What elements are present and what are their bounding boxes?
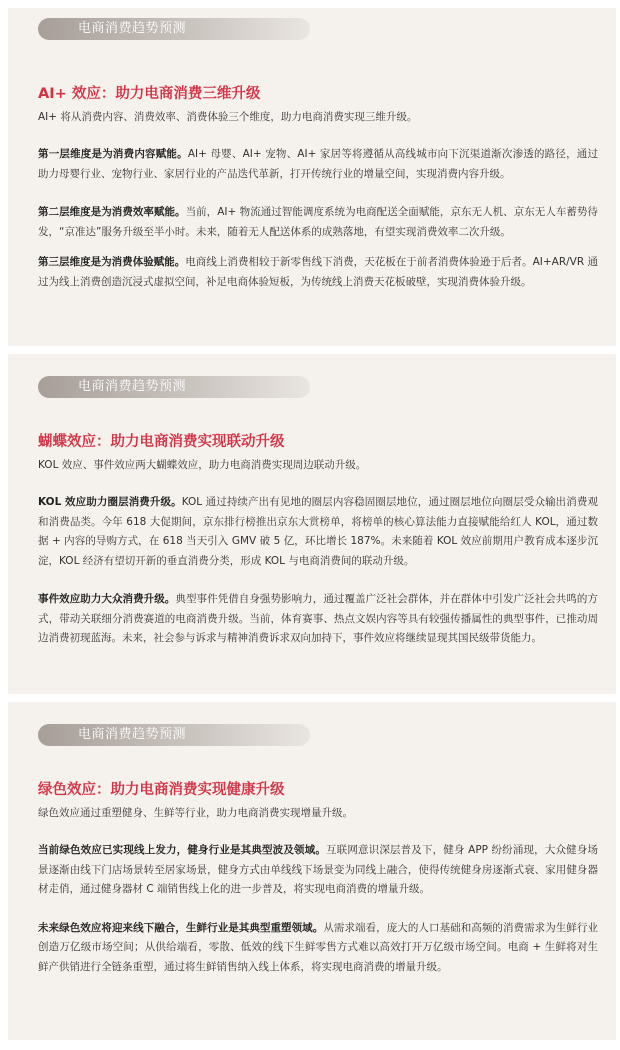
section-intro: KOL 效应、事件效应两大蝴蝶效应，助力电商消费实现周边联动升级。: [38, 459, 367, 471]
paragraph-lead: KOL 效应助力圈层消费升级。: [38, 496, 182, 508]
paragraph-text: 从需求端看，庞大的人口基础和高频的消费需求为生鲜行业创造万亿级市场空间；从供给端看，零散、低效的线下生鲜零售方式难以高效打开万亿级市场空间。电商 + 生鲜将对生鲜产供销进行全链条重塑，通过将生鲜销售纳入线上体系，将实现电商消费的增量升级。: [38, 921, 599, 973]
section-badge: [38, 18, 310, 40]
section-green-effect: [8, 702, 616, 1040]
paragraph-text: 互联网意识深层普及下，健身 APP 纷纷涌现，大众健身场景逐渐由线下门店场景转至居家场景，健身方式由单线线下场景变为同线上融合，使得传统健身房逐渐式衰、家用健身器材走俏，通过健身器材 C 端销售线上化的进一步普及，将实现电商消费的增量升级。: [38, 844, 598, 895]
section-ai-effect: [8, 8, 616, 346]
section-badge-label: 电商消费趋势预测: [78, 379, 187, 394]
paragraph-text: 电商线上消费相较于新零售线下消费，天花板在于前者消费体验逊于后者。AI+AR/VR 通过为线上消费创造沉浸式虚拟空间，补足电商体验短板，为传统线上消费天花板破壁，实现消费体验升级。: [38, 256, 598, 288]
section-badge: [38, 724, 310, 746]
section-badge-label: 电商消费趋势预测: [78, 21, 187, 36]
section-intro: 绿色效应通过重塑健身、生鲜等行业，助力电商消费实现增量升级。: [38, 807, 353, 819]
section-title: 蝴蝶效应：助力电商消费实现联动升级: [38, 434, 285, 450]
section-title: 绿色效应：助力电商消费实现健康升级: [38, 782, 285, 798]
section-badge: [38, 376, 310, 398]
paragraph: [38, 203, 598, 242]
paragraph-lead: 事件效应助力大众消费升级。: [38, 593, 176, 605]
paragraph: [38, 493, 598, 571]
paragraph-text: KOL 通过持续产出有见地的圈层内容稳固圈层地位，通过圈层地位向圈层受众输出消费观和消费品类。今年 618 大促期间，京东排行榜推出京东大赏榜单，将榜单的核心算法能力直接赋能给红人 KOL，通过数据 + 内容的导购方式，在 618 当天引入 GMV 破 5 亿，环比增长 187%。未来随着 KOL 效应前期用户教育成本逐步沉淀，KOL 经济有望切开新的垂直消费分类，形成 KOL 与电商消费间的联动升级。: [38, 496, 598, 567]
section-intro: AI+ 将从消费内容、消费效率、消费体验三个维度，助力电商消费实现三维升级。: [38, 111, 418, 123]
paragraph-lead: 第二层维度是为消费效率赋能。: [38, 206, 186, 218]
paragraph-text: 当前，AI+ 物流通过智能调度系统为电商配送全面赋能，京东无人机、京东无人车蓄势待发，“京准达”服务升级至半小时。未来，随着无人配送体系的成熟落地，有望实现消费效率二次升级。: [38, 206, 598, 238]
section-butterfly-effect: [8, 354, 616, 694]
paragraph: [38, 919, 598, 978]
paragraph: [38, 590, 598, 649]
paragraph: [38, 841, 598, 900]
paragraph-lead: 当前绿色效应已实现线上发力，健身行业是其典型波及领域。: [38, 844, 326, 856]
paragraph-lead: 第三层维度是为消费体验赋能。: [38, 256, 186, 268]
section-title: AI+ 效应：助力电商消费三维升级: [38, 86, 261, 102]
paragraph-lead: 未来绿色效应将迎来线下融合，生鲜行业是其典型重塑领域。: [38, 921, 324, 934]
paragraph: [38, 145, 598, 184]
section-badge-label: 电商消费趋势预测: [78, 727, 187, 742]
paragraph: [38, 253, 598, 292]
paragraph-text: AI+ 母婴、AI+ 宠物、AI+ 家居等将遵循从高线城市向下沉渠道渐次渗透的路径，通过助力母婴行业、宠物行业、家居行业的产品迭代革新，打开传统行业的增量空间，实现消费内容升级。: [38, 148, 598, 180]
paragraph-text: 典型事件凭借自身强势影响力，通过覆盖广泛社会群体，并在群体中引发广泛社会共鸣的方式，带动关联细分消费赛道的电商消费升级。当前，体育赛事、热点文娱内容等具有较强传播属性的典型事件，已推动周边消费初现蓝海。未来，社会参与诉求与精神消费诉求双向加持下，事件效应将继续显现其国民级带货能力。: [38, 593, 598, 644]
paragraph-lead: 第一层维度是为消费内容赋能。: [38, 148, 188, 160]
